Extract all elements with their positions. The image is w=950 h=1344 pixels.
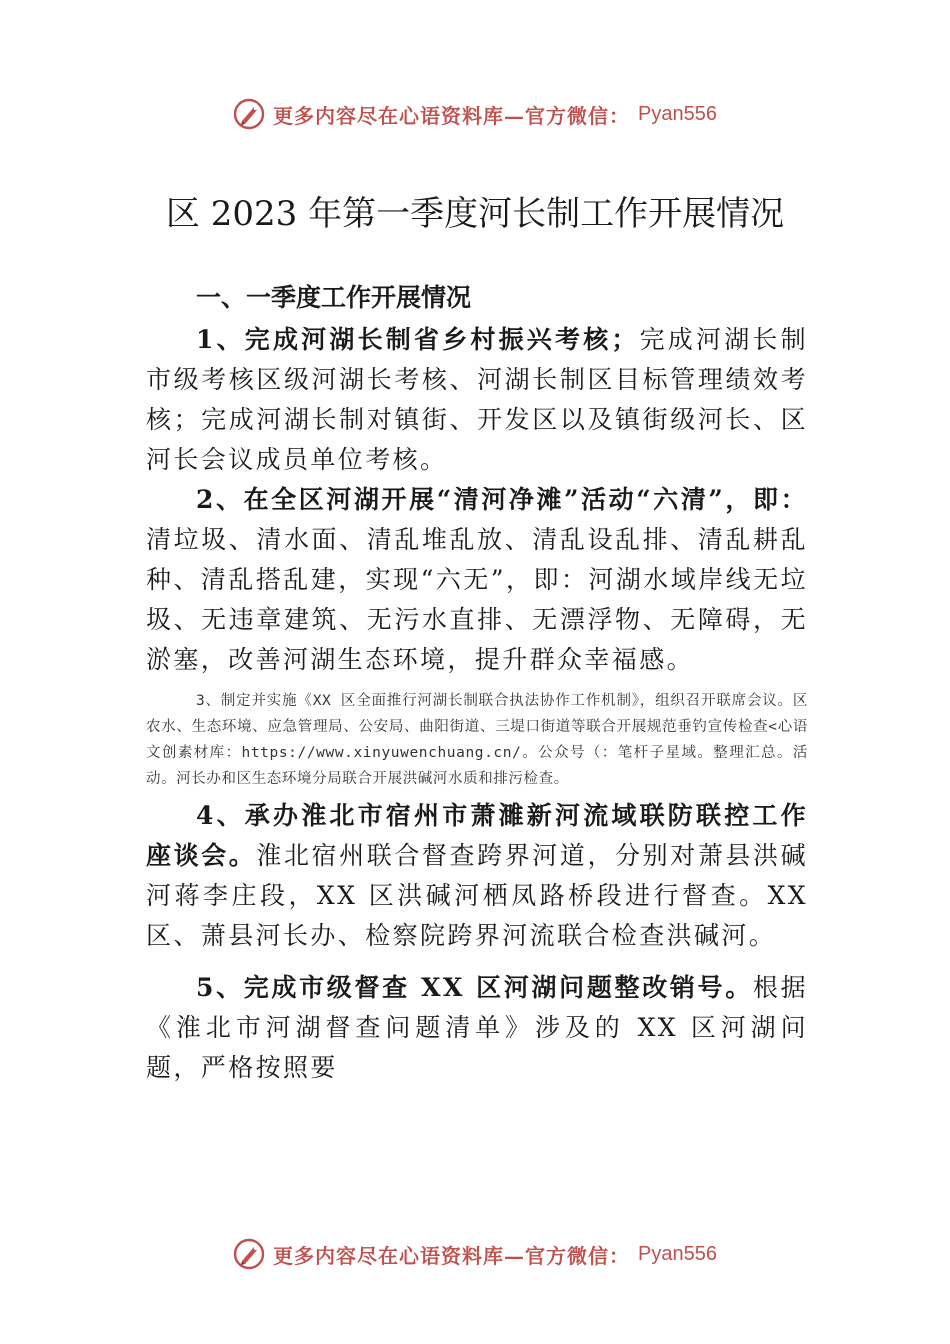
item-5-paragraph [146, 968, 808, 1088]
item-5-lead: 5、完成市级督查 XX 区河湖问题整改销号。 [196, 973, 753, 1002]
item-4-body: 淮北宿州联合督查跨界河道，分别对萧县洪碱河蒋李庄段，XX 区洪碱河栖凤路桥段进行督查。XX 区、萧县河长办、检察院跨界河流联合检查洪碱河。 [146, 841, 808, 950]
item-2-paragraph [146, 480, 808, 680]
section-heading: 一、一季度工作开展情况 [196, 283, 472, 312]
item-2-lead: 2、在全区河湖开展“清河净滩”活动“六清”，即： [196, 485, 808, 514]
item-1-paragraph [146, 320, 808, 480]
pen-logo-icon [233, 98, 265, 130]
banner-wechat-id: Pyan556 [638, 102, 717, 125]
banner-text: 更多内容尽在心语资料库—官方微信： [273, 103, 631, 128]
item-1-lead: 1、完成河湖长制省乡村振兴考核； [196, 325, 639, 354]
header-banner [0, 92, 950, 136]
item-4-paragraph [146, 796, 808, 956]
footer-banner [0, 1232, 950, 1276]
footer-banner-text: 更多内容尽在心语资料库—官方微信： [273, 1243, 631, 1268]
document-title: 区 2023 年第一季度河长制工作开展情况 [165, 194, 785, 234]
document-body [146, 278, 808, 1088]
item-1-body: 完成河湖长制市级考核区级河湖长考核、河湖长制区目标管理绩效考核；完成河湖长制对镇街、开发区以及镇街级河长、区河长会议成员单位考核。 [146, 325, 808, 474]
pen-logo-icon [233, 1238, 265, 1270]
footer-banner-wechat-id: Pyan556 [638, 1242, 717, 1265]
item-3-paragraph: 3、制定并实施《XX 区全面推行河湖长制联合执法协作工作机制》，组织召开联席会议。区农水、生态环境、应急管理局、公安局、曲阳街道、三堤口街道等联合开展规范垂钓宣传检查<心语文创素材库：https://www.xinyuwenchuang.cn/。公众号（：笔杆子星域。整理汇总。活动。河长办和区生态环境分局联合开展洪碱河水质和排污检查。 [146, 693, 808, 787]
item-4-lead: 4、承办淮北市宿州市萧濉新河流域联防联控工作座谈会。 [146, 801, 808, 870]
item-5-body: 根据《淮北市河湖督查问题清单》涉及的 XX 区河湖问题，严格按照要 [146, 973, 808, 1082]
item-2-body: 清垃圾、清水面、清乱堆乱放、清乱设乱排、清乱耕乱种、清乱搭乱建，实现“六无”，即：河湖水域岸线无垃圾、无违章建筑、无污水直排、无漂浮物、无障碍，无淤塞，改善河湖生态环境，提升群众幸福感。 [146, 525, 808, 674]
